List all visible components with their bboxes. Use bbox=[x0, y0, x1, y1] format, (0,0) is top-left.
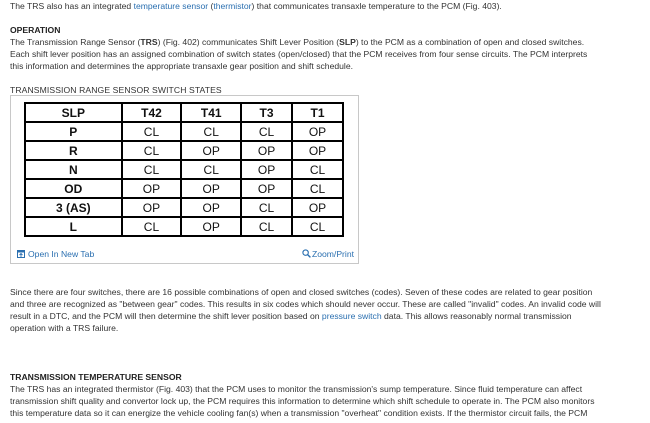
operation-text: ) (Fig. 402) communicates Shift Lever Position ( bbox=[157, 37, 340, 47]
slp-cell: P bbox=[25, 122, 122, 141]
table-row bbox=[25, 198, 343, 217]
intro-pre: The TRS also has an integrated bbox=[10, 1, 134, 11]
state-cell: OP bbox=[181, 198, 241, 217]
state-cell: CL bbox=[241, 217, 292, 236]
operation-heading: OPERATION bbox=[10, 25, 61, 35]
slp-abbr: SLP bbox=[339, 37, 356, 47]
state-cell: OP bbox=[241, 160, 292, 179]
slp-cell: 3 (AS) bbox=[25, 198, 122, 217]
switches-line-1: Since there are four switches, there are 16 possible combinations of open and closed switches (codes). Seven of these codes are related to gear position bbox=[10, 287, 593, 297]
state-cell: OP bbox=[181, 141, 241, 160]
switch-states-table bbox=[24, 102, 344, 237]
state-cell: OP bbox=[181, 179, 241, 198]
switches-line-4: operation with a TRS failure. bbox=[10, 323, 119, 333]
table-row bbox=[25, 179, 343, 198]
temp-sensor-heading: TRANSMISSION TEMPERATURE SENSOR bbox=[10, 372, 182, 382]
state-cell: OP bbox=[292, 198, 343, 217]
intro-post: ) that communicates transaxle temperature to the PCM (Fig. 403). bbox=[251, 1, 502, 11]
intro-mid: ( bbox=[208, 1, 214, 11]
table-row bbox=[25, 160, 343, 179]
pressure-switch-link[interactable]: pressure switch bbox=[321, 311, 382, 321]
table-row bbox=[25, 141, 343, 160]
temp-sensor-line-2: transmission shift quality and convertor lock up, the PCM requires this information to determine which shift schedule to operate in. The PCM also monitors bbox=[10, 396, 595, 406]
temp-sensor-line-1: The TRS has an integrated thermistor (Fig. 403) that the PCM uses to monitor the transmission's sump temperature. Since fluid temperature can affect bbox=[10, 384, 583, 394]
figure-footer bbox=[17, 248, 354, 260]
header-cell: T42 bbox=[122, 103, 182, 122]
operation-line-2: Each shift lever position has an assigned combination of switch states (open/closed) that the PCM receives from four sense circuits. The PCM interprets bbox=[10, 49, 588, 59]
table-row bbox=[25, 217, 343, 236]
state-cell: CL bbox=[122, 217, 182, 236]
switches-line-3 bbox=[10, 310, 572, 322]
zoom-print-link[interactable] bbox=[302, 248, 354, 261]
operation-text: The Transmission Range Sensor ( bbox=[10, 37, 141, 47]
switches-text: data. This allows reasonably normal transmission bbox=[381, 311, 572, 321]
header-cell: T41 bbox=[181, 103, 241, 122]
magnifier-icon bbox=[302, 249, 311, 261]
state-cell: OP bbox=[122, 198, 182, 217]
state-cell: CL bbox=[122, 122, 182, 141]
operation-text: ) to the PCM as a combination of open and closed switches. bbox=[355, 37, 585, 47]
header-cell: T1 bbox=[292, 103, 343, 122]
state-cell: OP bbox=[241, 141, 292, 160]
state-cell: CL bbox=[292, 160, 343, 179]
state-cell: OP bbox=[241, 179, 292, 198]
new-tab-icon bbox=[17, 249, 25, 261]
state-cell: OP bbox=[181, 217, 241, 236]
open-new-tab-link[interactable] bbox=[17, 248, 94, 261]
temperature-sensor-link[interactable]: temperature sensor bbox=[133, 1, 209, 11]
state-cell: CL bbox=[241, 198, 292, 217]
table-header-row bbox=[25, 103, 343, 122]
slp-cell: L bbox=[25, 217, 122, 236]
intro-text bbox=[10, 0, 502, 12]
table-row bbox=[25, 122, 343, 141]
header-cell: T3 bbox=[241, 103, 292, 122]
state-cell: OP bbox=[292, 141, 343, 160]
open-new-tab-label: Open In New Tab bbox=[28, 249, 95, 259]
trs-abbr: TRS bbox=[140, 37, 158, 47]
slp-cell: OD bbox=[25, 179, 122, 198]
switches-line-2: and three are recognized as "between gear" codes. This results in six codes which should never occur. These are called "invalid" codes. An invalid code will bbox=[10, 299, 601, 309]
state-cell: CL bbox=[122, 160, 182, 179]
zoom-print-label: Zoom/Print bbox=[311, 249, 354, 259]
state-cell: CL bbox=[122, 141, 182, 160]
figure-container bbox=[10, 95, 359, 264]
state-cell: CL bbox=[181, 160, 241, 179]
figure-caption: TRANSMISSION RANGE SENSOR SWITCH STATES bbox=[10, 85, 222, 95]
state-cell: CL bbox=[292, 217, 343, 236]
operation-line-3: this information and determines the appropriate transaxle gear position and shift schedule. bbox=[10, 61, 353, 71]
operation-line-1 bbox=[10, 36, 584, 48]
state-cell: CL bbox=[241, 122, 292, 141]
state-cell: CL bbox=[292, 179, 343, 198]
slp-cell: R bbox=[25, 141, 122, 160]
temp-sensor-line-3: this temperature data so it can energize the vehicle cooling fan(s) when a transmission "overheat" condition exists. If the thermistor circuit fails, the PCM bbox=[10, 408, 588, 418]
state-cell: OP bbox=[122, 179, 182, 198]
switches-text: result in a DTC, and the PCM will then determine the shift lever position based on bbox=[10, 311, 322, 321]
header-cell: SLP bbox=[25, 103, 122, 122]
state-cell: CL bbox=[181, 122, 241, 141]
thermistor-link[interactable]: thermistor bbox=[213, 1, 252, 11]
slp-cell: N bbox=[25, 160, 122, 179]
state-cell: OP bbox=[292, 122, 343, 141]
